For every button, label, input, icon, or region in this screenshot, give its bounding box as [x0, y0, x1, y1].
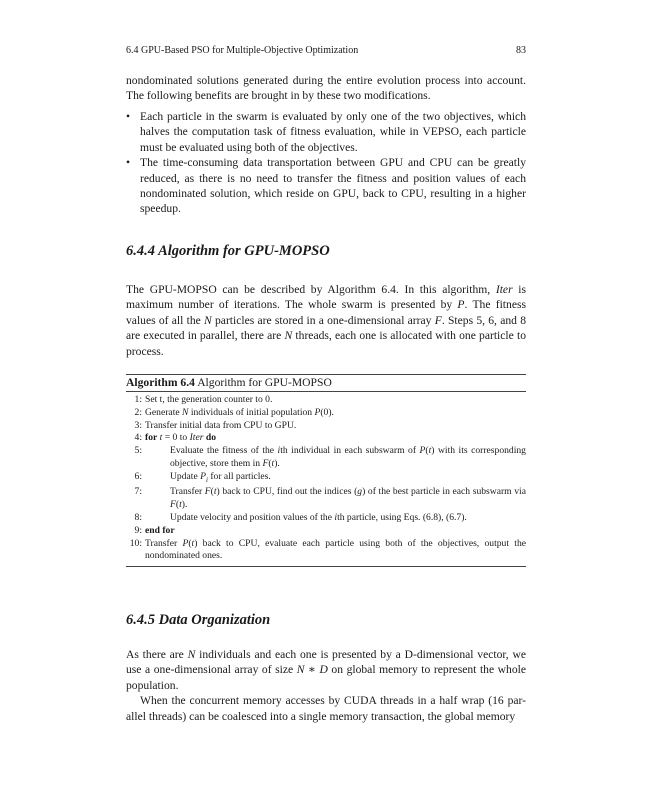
- list-item: [126, 109, 526, 155]
- algorithm-line: 6: Update $P_i$ for all particles.: [134, 470, 271, 484]
- list-item: [126, 155, 526, 217]
- bullet-text: The time-consuming data transportation between GPU and CPU can be greatly reduced, as there is no need to transfer the fitness and position values of each nondominated solution, which reside on GPU, back to CPU, resulting in a higher speedup.: [140, 156, 526, 216]
- algorithm-line: 9: end for: [134, 524, 175, 536]
- running-head-section: 6.4 GPU-Based PSO for Multiple-Objective Optimization: [126, 45, 359, 56]
- algorithm-lines: [126, 392, 526, 566]
- algorithm-line: 1: Set t, the generation counter to 0.: [134, 394, 273, 405]
- algorithm-label: Algorithm 6.4: [126, 376, 195, 389]
- benefits-list: [126, 109, 526, 217]
- bullet-text: Each particle in the swarm is evaluated by only one of the two objectives, which halves the computation task of fitness evaluation, while in VEPSO, each particle must be evaluated using both of the objectives.: [140, 110, 526, 154]
- algorithm-line: 2: Generate N individuals of initial population P(0).: [134, 406, 334, 418]
- algorithm-line: 4: for t = 0 to Iter do: [134, 432, 216, 444]
- section-6-4-5-paragraph-2: When the concurrent memory accesses by CUDA threads in a half wrap (16 par-allel threads) can be coalesced into a single memory transaction, the global memory: [126, 694, 526, 723]
- algorithm-caption: [126, 375, 526, 392]
- algorithm-line: 3: Transfer initial data from CPU to GPU.: [134, 419, 297, 431]
- algorithm-caption-text: Algorithm for GPU-MOPSO: [197, 376, 332, 389]
- section-6-4-5-paragraph-1: As there are N individuals and each one is presented by a D-dimensional vector, we use a one-dimensional array of size N ∗ D on global memory to represent the whole population.: [126, 648, 527, 692]
- algorithm-line: 5: Evaluate the fitness of the ith individual in each subswarm of P(t) with its corresponding objective, store them in F(t).: [134, 445, 526, 469]
- running-head: [126, 45, 526, 56]
- algorithm-line: 8: Update velocity and position values of the ith particle, using Eqs. (6.8), (6.7).: [134, 512, 467, 524]
- bullet-icon: •: [126, 156, 131, 170]
- section-6-4-4-paragraph: The GPU-MOPSO can be described by Algorithm 6.4. In this algorithm, Iter is maximum number of iterations. The whole swarm is presented by P. The fitness values of all the N particles are stored in a one-dimensional array F. Steps 5, 6, and 8 are executed in parallel, there are N threads, each one is allocated with one particle to process.: [126, 283, 526, 358]
- bullet-icon: •: [126, 110, 131, 123]
- section-6-4-5-body: [126, 647, 526, 724]
- algorithm-line: 10: Transfer P(t) back to CPU, evaluate each particle using both of the objectives, output the nondominated ones.: [129, 537, 526, 562]
- page-number: 83: [516, 45, 526, 56]
- algorithm-line: 7: Transfer F(t) back to CPU, find out the indices (g) of the best particle in each subswarm via F(t).: [134, 486, 526, 511]
- intro-paragraph: nondominated solutions generated during the entire evolution process into account. The following benefits are brought in by these two modifications.: [126, 74, 526, 103]
- section-heading-6-4-5: 6.4.5 Data Organization: [126, 612, 271, 628]
- section-heading-6-4-4: 6.4.4 Algorithm for GPU-MOPSO: [126, 243, 330, 259]
- algorithm-box: [126, 374, 526, 567]
